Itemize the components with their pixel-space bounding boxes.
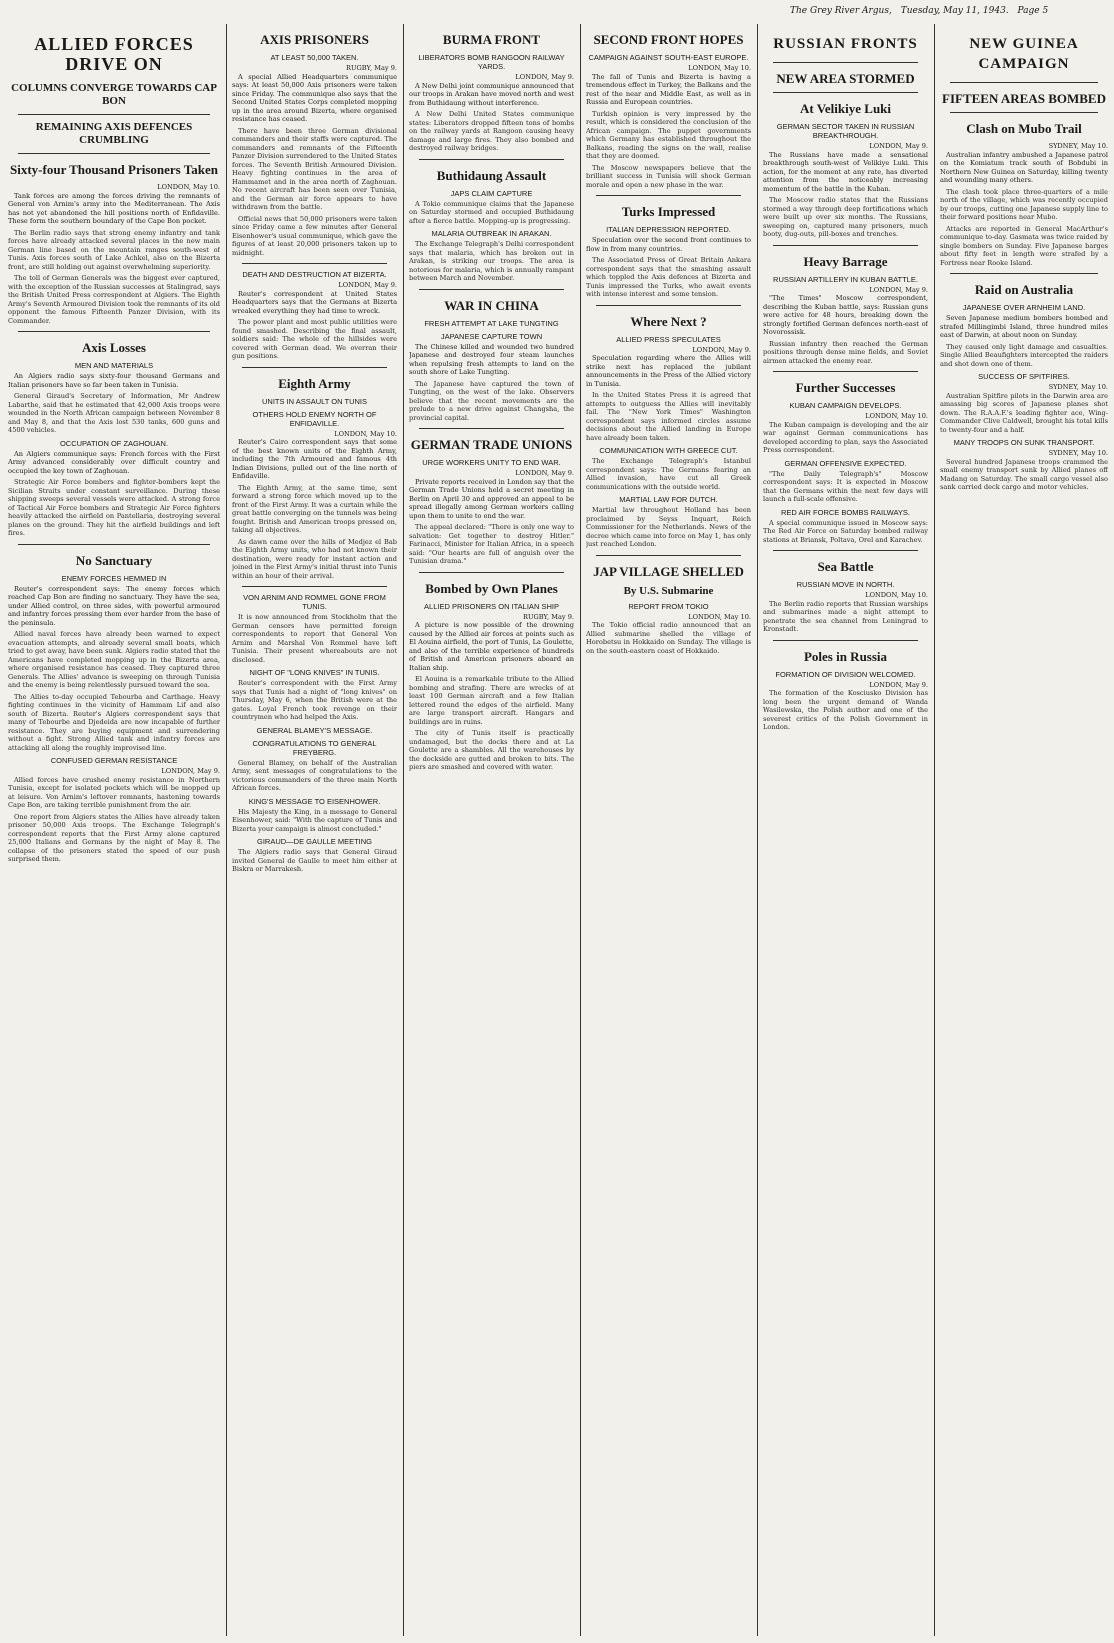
section-subheadline: DEATH AND DESTRUCTION AT BIZERTA. (242, 270, 387, 279)
article-text: Turkish opinion is very impressed by the result, which is considered the conclusion of the African campaign. The puppet governments which Germany has established throughout the Balkans, reading the signs on the wall, realise that they are doomed. (586, 109, 751, 160)
section-subheadline: ALLIED PRESS SPECULATES (616, 334, 721, 344)
article-text: An Algiers radio says sixty-four thousand Germans and Italian prisoners have so far been taken in Tunisia. (8, 372, 220, 389)
section-subheadline: AT LEAST 50,000 TAKEN. (270, 53, 359, 62)
article-text: The Moscow radio states that the Russians stormed a way through deep fortifications which were built up over six months. The Russians, sweeping on, captured many prisoners, much booty, dug-outs, pill-boxes and trenches. (763, 196, 928, 238)
article-text: It is now announced from Stockholm that the German censors have permitted foreign correspondents to report that General Von Arnim and Marshal Von Rommel have left Tunisia. Their present whereabouts are not disclosed. (232, 613, 397, 664)
section-headline: Where Next ? (630, 313, 707, 329)
section-subheadline: JAPANESE OVER ARNHEIM LAND. (962, 303, 1086, 312)
article-text: The power plant and most public utilities were found smashed. Describing the final assault, soldiers said: The whole of the hillsides were covered with German dead. We overran their gun positions. (232, 318, 397, 360)
article-text: Reuter's correspondent at United States Headquarters says that the Germans at Bizerta wreaked everything they had time to wreck. (232, 289, 397, 315)
section-subheadline: FORMATION OF DIVISION WELCOMED. (775, 669, 916, 679)
article-text: Reuter's correspondent with the First Army says that Tunis had a night of "long knives" on Thursday, May 6, when the British were at the gates. Loyal French took revenge on their countrymen who had helped the Axis. (232, 679, 397, 721)
article-text: The Chinese killed and wounded two hundred Japanese and destroyed four steam launches when repulsing fresh attempts to land on the south shore of Lake Tungting. (409, 342, 574, 376)
article-text: "The Daily Telegraph's" Moscow correspondent says: It is expected in Moscow that the Germans within the next few days will launch a full-scale offensive. (763, 469, 928, 503)
article-text: A Tokio communique claims that the Japanese on Saturday stormed and occupied Buthidaung after a fierce battle. Mopping-up is progressing. (409, 199, 574, 225)
article-text: The Russians have made a sensational breakthrough south-west of Velikiye Luki. This action, for the moment at any rate, has diverted attention from the noticeably increasing momentum of the battle in the Kuban. (763, 150, 928, 193)
section-subheadline: REPORT FROM TOKIO (628, 601, 709, 611)
dateline: RUGBY, May 9. (345, 64, 397, 72)
issue-date: Tuesday, May 11, 1943. (900, 6, 1009, 16)
article-text: A special Allied Headquarters communique says: At least 50,000 Axis prisoners were taken since Friday. The communique also says that the Second United States Corps completed mopping up in the area around Bizerta, where organised resistance has ceased. (232, 72, 397, 123)
section-subheadline: MANY TROOPS ON SUNK TRANSPORT. (953, 438, 1095, 447)
section-headline: SECOND FRONT HOPES (593, 32, 744, 47)
article-text: The Japanese have captured the town of Tungting, on the west of the lake. Observers believe that the recent movements are the prelude to a new drive against Changsha, the provincial capital. (409, 379, 574, 422)
subheadline: COLUMNS CONVERGE TOWARDS CAP BON (11, 82, 217, 107)
section-headline: Sixty-four Thousand Prisoners Taken (10, 162, 218, 177)
section-headline: Axis Losses (82, 340, 146, 355)
article-text: A special communique issued in Moscow says: The Red Air Force on Saturday bombed railway stations at Briansk, Poltava, Orel and Karachev. (763, 518, 928, 544)
dateline: LONDON, May 9. (515, 73, 574, 81)
article-text: Australian infantry ambushed a Japanese patrol on the Komiatum track south of Bobdubi in Northern New Guinea on Saturday, killing twenty and wounding many others. (940, 150, 1108, 184)
paper-name: The Grey River Argus, (790, 6, 892, 16)
article-text: Official news that 50,000 prisoners were taken since Friday came a few minutes after General Eisenhower's usual communique, which gave the figures of at least 20,000 prisoners taken up to midnight. (232, 214, 397, 257)
article-text: Allied forces have crushed enemy resistance in Northern Tunisia, except for isolated pockets which will be mopped up at leisure. Von Arnim's leftover remnants, hastening towards Cape Bon, are taking terrible punishment from the air. (8, 775, 220, 809)
column-rule (934, 24, 935, 1636)
column-2: AXIS PRISONERS AT LEAST 50,000 TAKEN. RUGBY, May 9. A special Allied Headquarters communique says: At least 50,000 Axis prisoners were taken since Friday. The communique also says that the Second United States Corps completed mopping up in the area around Bizerta, where organised resistance has ceased. There have been three German divisional commanders and their staffs were captured. The commanders and remnants of the Fifteenth Panzer Division surrendered to the United States forces. The Seventh British Armoured Division. Heavy fighting continues in the area of Hammamet and in the area north of Zaghouan. No recent aircraft has been seen over Tunisia, and the German air force appears to have withdrawn from the battle. Official news that 50,000 prisoners were taken since Friday came a few minutes after General Eisenhower's usual communique, which gave the figures of at least 20,000 prisoners taken up to midnight. DEATH AND DESTRUCTION AT BIZERTA. LONDON, May 9. Reuter's correspondent at United States Headquarters says that the Germans at Bizerta wreaked everything they had time to wreck. The power plant and most public utilities were found smashed. Describing the final assault, soldiers said: The whole of the hillsides were covered with German dead. We overran their gun positions. Eighth Army UNITS IN ASSAULT ON TUNIS OTHERS HOLD ENEMY NORTH OF ENFIDAVILLE. LONDON, May 10. Reuter's Cairo correspondent says that some of the best known units of the Eighth Army, including the 7th Armoured and famous 4th Indian Divisions, pulled out of the line north of Enfidaville. The Eighth Army, at the same time, sent forward a strong force which moved up to the front of the First Army. It was a curtain while the great battle converging on the tunnels was being fought. British and American troops pressed on, taking all objectives. As dawn came over the hills of Medjez el Bab the Eighth Army units, who had not known their destination, were ready for instant action and joined in the First Army's initial thrust into Tunis within an hour of their arrival. VON ARNIM AND ROMMEL GONE FROM TUNIS. It is now announced from Stockholm that the German censors have permitted foreign correspondents to report that General Von Arnim and Marshal Von Rommel have left Tunisia. Their present whereabouts are not disclosed. NIGHT OF "LONG KNIVES" IN TUNIS. Reuter's correspondent with the First Army says that Tunis had a night of "long knives" on Thursday, May 6, when the British were at the gates. Loyal French took revenge on their countrymen who had helped the Axis. GENERAL BLAMEY'S MESSAGE. CONGRATULATIONS TO GENERAL FREYBERG. General Blamey, on behalf of the Australian Army, sent messages of congratulations to the victorious commanders of the three main North African forces. KING'S MESSAGE TO EISENHOWER. His Majesty the King, in a message to General Eisenhower, said: "With the capture of Tunis and Bizerta your campaign is almost concluded." GIRAUD—DE GAULLE MEETING The Algiers radio says that General Giraud invited General de Gaulle to meet him either at Biskra or Marrakesh. (232, 32, 397, 873)
section-headline: BURMA FRONT (442, 32, 541, 47)
article-text: The appeal declared: "There is only one way to salvation: Get together to destroy Hitler." Farinacci, Minister for Italian Africa, in a speech said: "Our hearts are full of anguish over the Tunisian drama." (409, 523, 574, 565)
dateline: LONDON, May 10. (157, 183, 220, 191)
section-subheadline: KUBAN CAMPAIGN DEVELOPS. (789, 401, 902, 410)
section-headline: Bombed by Own Planes (425, 580, 558, 596)
article-text: Seven Japanese medium bombers bombed and strafed Millingimbi Island, three hundred miles east of Darwin, at about noon on Sunday. (940, 314, 1108, 339)
section-subheadline: JAPANESE CAPTURE TOWN (440, 331, 543, 341)
article-text: There have been three German divisional commanders and their staffs were captured. The commanders and remnants of the Fifteenth Panzer Division surrendered to the United States forces. The Seventh British Armoured Division. Heavy fighting continues in the area of Hammamet and in the area north of Zaghouan. No recent aircraft has been seen over Tunisia, and the German air force appears to have withdrawn from the battle. (232, 126, 397, 211)
subheadline: REMAINING AXIS DEFENCES CRUMBLING (35, 121, 193, 146)
section-subheadline: JAPS CLAIM CAPTURE (450, 188, 533, 198)
section-subheadline: FRESH ATTEMPT AT LAKE TUNGTING (424, 318, 559, 328)
section-subheadline: ITALIAN DEPRESSION REPORTED. (606, 225, 731, 234)
article-text: Reuter's Cairo correspondent says that some of the best known units of the Eighth Army, including the 7th Armoured and famous 4th Indian Divisions, pulled out of the line north of Enfidaville. (232, 438, 397, 480)
article-text: Attacks are reported in General MacArthur's communique to-day. Gasmata was twice raided by single bombers on Sunday. Five Japanese barges about fifty feet in length were strafed by a Fortress near Rooke Island. (940, 224, 1108, 267)
article-text: Reuter's correspondent says: The enemy forces which reached Cap Bon are finding no sanctuary. They have the sea, under Allied control, on three sides, with powerful armoured and infantry forces pressing them ever harder from the base of the peninsula. (8, 584, 220, 627)
article-text: The Exchange Telegraph's Delhi correspondent says that malaria, which has broken out in Arakan, is striking our troops. The area is notorious for malaria, which is annually rampant between March and November. (409, 240, 574, 282)
section-headline: Buthidaung Assault (436, 167, 547, 183)
section-headline: Heavy Barrage (803, 253, 888, 269)
section-subheadline: URGE WORKERS UNITY TO END WAR. (422, 458, 561, 467)
section-subheadline: KING'S MESSAGE TO EISENHOWER. (248, 796, 381, 806)
section-headline: RUSSIAN FRONTS (773, 36, 918, 52)
article-text: Private reports received in London say that the German Trade Unions held a secret meeting in Berlin on April 30 and approved an appeal to be spread illegally among German workers calling upon them to unite to end the war. (409, 477, 574, 520)
masthead (790, 6, 1106, 22)
article-text: The Associated Press of Great Britain Ankara correspondent says that the smashing assault which toppled the Axis defences at Bizerta and Tunis impressed the Turks, who await events with intense interest and some tension. (586, 256, 751, 298)
section-headline: FIFTEEN AREAS BOMBED (942, 91, 1106, 106)
article-text: A New Delhi United States communique states: Liberators dropped fifteen tons of bombs on the railway yards at Rangoon causing heavy damage and large fires. They also bombed and destroyed railway bridges. (409, 110, 574, 152)
section-headline: Turks Impressed (621, 204, 716, 219)
article-text: Russian infantry then reached the German positions through dense mine fields, and Soviet airmen attacked the enemy rear. (763, 339, 928, 365)
section-subheadline: OTHERS HOLD ENEMY NORTH OF ENFIDAVILLE. (252, 409, 377, 428)
section-subheadline: UNITS IN ASSAULT ON TUNIS (261, 396, 368, 406)
section-subheadline: NIGHT OF "LONG KNIVES" IN TUNIS. (249, 668, 380, 677)
section-subheadline: RUSSIAN ARTILLERY IN KUBAN BATTLE. (773, 274, 918, 284)
article-text: Allied naval forces have already been warned to expect evacuation attempts, and already several small boats, which tried to get away, have been sunk. Algiers radio stated that the Americans have completed mopping up in the Bizerta area, where organised resistance has ceased. They captured three Generals. The Allies' advance is sweeping on through Tunisia and the enemy is being relentlessly pursued toward the sea. (8, 630, 220, 689)
article-text: General Giraud's Secretary of Information, Mr Andrew Labarthe, said that he estimated that 42,000 Axis troops were wounded in the North African campaign between November 8 and May 8, and that the Axis lost 530 tanks, 600 guns and 4500 vehicles. (8, 392, 220, 434)
dateline: LONDON, May 9. (869, 142, 928, 150)
section-subheadline: OCCUPATION OF ZAGHOUAN. (59, 438, 169, 448)
article-text: One report from Algiers states the Allies have already taken prisoner 50,000 Axis troops. The Exchange Telegraph's correspondent reports that the First Army alone captured 25,000 Italians and Germans by the night of May 8. The collapse of the prisoners stated the speed of our push surprised them. (8, 812, 220, 863)
section-subheadline: RED AIR FORCE BOMBS RAILWAYS. (780, 507, 911, 517)
article-text: His Majesty the King, in a message to General Eisenhower, said: "With the capture of Tunis and Bizerta your campaign is almost concluded." (232, 807, 397, 833)
section-headline: Raid on Australia (974, 282, 1074, 297)
section-headline: Sea Battle (817, 559, 874, 574)
section-subheadline: SUCCESS OF SPITFIRES. (978, 372, 1070, 381)
section-headline: Further Successes (795, 380, 896, 395)
section-subheadline: GIRAUD—DE GAULLE MEETING (256, 837, 373, 846)
section-subheadline: CAMPAIGN AGAINST SOUTH-EAST EUROPE. (588, 53, 749, 62)
section-subheadline: VON ARNIM AND ROMMEL GONE FROM TUNIS. (243, 593, 386, 611)
article-text: Speculation regarding where the Allies will strike next has replaced the jubilant announcements in the Press of the Allied victory in Tunisia. (586, 354, 751, 388)
article-text: The Algiers radio says that General Giraud invited General de Gaulle to meet him either at Biskra or Marrakesh. (232, 848, 397, 873)
article-text: General Blamey, on behalf of the Australian Army, sent messages of congratulations to the victorious commanders of the three main North African forces. (232, 758, 397, 792)
article-text: "The Times" Moscow correspondent, describing the Kuban battle, says: Russian guns were active for 48 hours, breaking down the strongly fortified German defences north-east of Novorossisk. (763, 294, 928, 336)
article-text: El Aouina is a remarkable tribute to the Allied bombing and strafing. There are wrecks of at least 100 German aircraft and a few Italian lettered round the edges of the airfield. Many are large transport aircraft. Hangars and buildings are in ruins. (409, 675, 574, 726)
article-text: Strategic Air Force bombers and fighter-bombers kept the Sicilian Straits under constant surveillance. During these shipping sweeps several vessels were attacked. A strong force of Tactical Air Force bombers and Strategic Air Force fighters heavily attacked the airfield on Pantellaria, destroying several planes on the ground. They hit the airfield buildings and left fires. (8, 478, 220, 537)
article-text: The formation of the Kosciusko Division has long been the urgent demand of Wanda Wasilewska, the Polish author and one of the severest critics of the Polish Government in London. (763, 689, 928, 731)
article-text: The clash took place three-quarters of a mile north of the village, which was recently occupied by our troops, cutting one Japanese supply line to their forward positions near Mubo. (940, 187, 1108, 221)
section-subheadline: GERMAN OFFENSIVE EXPECTED. (784, 458, 907, 468)
article-text: The Exchange Telegraph's Istanbul correspondent says: The Germans fearing an Allied invasion, have cut all Greek communications with the outside world. (586, 457, 751, 491)
article-text: As dawn came over the hills of Medjez el Bab the Eighth Army units, who had not known their destination, were ready for instant action and joined in the First Army's initial thrust into Tunis within an hour of their arrival. (232, 537, 397, 580)
column-1: ALLIED FORCES DRIVE ON COLUMNS CONVERGE TOWARDS CAP BON REMAINING AXIS DEFENCES CRUMBLING Sixty-four Thousand Prisoners Taken LONDON, May 10. Tank forces are among the forces driving the remnants of General von Arnim's army into the Mediterranean. The Axis has not yet abandoned the hill positions north of Enfidaville. These form the southern boundary of the Cape Bon pocket. The Berlin radio says that strong enemy infantry and tank forces have already attacked several places in the new main German line based on the mountain ranges south-west of Tunis. Axis forces south of Lake Achkel, also on the Bizerta front, are still holding out against overwhelming superiority. The toll of German Generals was the biggest ever captured, with the exception of the Russian successes at Stalingrad, says the British United Press correspondent at Algiers. The Eighth Army's Seventh Armoured Division took the remnants of its old opponent the famous Fifteenth Panzer Division, with its Commander. Axis Losses MEN AND MATERIALS An Algiers radio says sixty-four thousand Germans and Italian prisoners have so far been taken in Tunisia. General Giraud's Secretary of Information, Mr Andrew Labarthe, said that he estimated that 42,000 Axis troops were wounded in the North African campaign between November 8 and May 8, and that the Axis lost 530 tanks, 600 guns and 4500 vehicles. OCCUPATION OF ZAGHOUAN. An Algiers communique says: French forces with the First Army advanced considerably over difficult country and occupied the key town of Zaghouan. Strategic Air Force bombers and fighter-bombers kept the Sicilian Straits under constant surveillance. During these shipping sweeps several vessels were attacked. A strong force of Tactical Air Force bombers and Strategic Air Force fighters heavily attacked the airfield on Pantellaria, destroying several planes on the ground. They hit the airfield buildings and left fires. No Sanctuary ENEMY FORCES HEMMED IN Reuter's correspondent says: The enemy forces which reached Cap Bon are finding no sanctuary. They have the sea, under Allied control, on three sides, with powerful armoured and infantry forces pressing them ever harder from the base of the peninsula. Allied naval forces have already been warned to expect evacuation attempts, and already several small boats, which tried to get away, have been sunk. Algiers radio stated that the Americans have completed mopping up in the Bizerta area, where organised resistance has ceased. They captured three Generals. The Allies' advance is sweeping on through Tunisia and the enemy is being relentlessly pursued toward the sea. The Allies to-day occupied Tebourba and Carthage. Heavy fighting continues in the vicinity of Hammam Lif and also south of Bizerta. Reuter's Algiers correspondent says that many of Tebourbe and Djedeida are now incapable of further resistance. They are buying equipment and surrendering without a fight. Strong Allied tank and infantry forces are attacking all along the roughly improvised line. CONFUSED GERMAN RESISTANCE LONDON, May 9. Allied forces have crushed enemy resistance in Northern Tunisia, except for isolated pockets which will be mopped up at leisure. Von Arnim's leftover remnants, hastening towards Cape Bon, are taking terrible punishment from the air. One report from Algiers states the Allies have already taken prisoner 50,000 Axis troops. The Exchange Telegraph's correspondent reports that the First Army alone captured 25,000 Italians and Germans by the night of May 8. The collapse of the prisoners stated the speed of our push surprised them. (8, 34, 220, 863)
column-rule (580, 24, 581, 1636)
column-rule (403, 24, 404, 1636)
article-text: The Moscow newspapers believe that the brilliant success in Tunisia will shock German morale and open a new phase in the war. (586, 163, 751, 189)
article-text: The Eighth Army, at the same time, sent forward a strong force which moved up to the front of the First Army. It was a curtain while the great battle converging on the tunnels was being fought. British and American troops pressed on, taking all objectives. (232, 483, 397, 534)
page-number: Page 5 (1017, 6, 1049, 16)
column-5: RUSSIAN FRONTS NEW AREA STORMED At Velikiye Luki GERMAN SECTOR TAKEN IN RUSSIAN BREAKTHROUGH. LONDON, May 9. The Russians have made a sensational breakthrough south-west of Velikiye Luki. This action, for the moment at any rate, has diverted attention from the noticeably increasing momentum of the battle in the Kuban. The Moscow radio states that the Russians stormed a way through deep fortifications which were built up over six months. The Russians, sweeping on, captured many prisoners, much booty, dug-outs, pill-boxes and trenches. Heavy Barrage RUSSIAN ARTILLERY IN KUBAN BATTLE. LONDON, May 9. "The Times" Moscow correspondent, describing the Kuban battle, says: Russian guns were active for 48 hours, breaking down the strongly fortified German defences north-east of Novorossisk. Russian infantry then reached the German positions through dense mine fields, and Soviet airmen attacked the enemy rear. Further Successes KUBAN CAMPAIGN DEVELOPS. LONDON, May 10. The Kuban campaign is developing and the air war against German communications has developed according to plan, says the Associated Press correspondent. GERMAN OFFENSIVE EXPECTED. "The Daily Telegraph's" Moscow correspondent says: It is expected in Moscow that the Germans within the next few days will launch a full-scale offensive. RED AIR FORCE BOMBS RAILWAYS. A special communique issued in Moscow says: The Red Air Force on Saturday bombed railway stations at Briansk, Poltava, Orel and Karachev. Sea Battle RUSSIAN MOVE IN NORTH. LONDON, May 10. The Berlin radio reports that Russian warships and submarines made a night attempt to penetrate the sea channel from Leningrad to Kronstadt. Poles in Russia FORMATION OF DIVISION WELCOMED. LONDON, May 9. The formation of the Kosciusko Division has long been the urgent demand of Wanda Wasilewska, the Polish author and one of the severest critics of the Polish Government in London. (763, 36, 928, 731)
section-subheadline: CONFUSED GERMAN RESISTANCE (50, 756, 178, 765)
column-rule (226, 24, 227, 1636)
section-subheadline: GERMAN SECTOR TAKEN IN RUSSIAN BREAKTHROUGH. (776, 122, 915, 140)
section-subheadline: COMMUNICATION WITH GREECE CUT. (599, 446, 738, 455)
article-text: The Berlin radio reports that Russian warships and submarines made a night attempt to penetrate the sea channel from Leningrad to Kronstadt. (763, 599, 928, 633)
column-4: SECOND FRONT HOPES CAMPAIGN AGAINST SOUTH-EAST EUROPE. LONDON, May 10. The fall of Tunis and Bizerta is having a tremendous effect in Turkey, the Balkans and the rest of the near and Middle East, as well as in Russia and European countries. Turkish opinion is very impressed by the result, which is considered the conclusion of the African campaign. The puppet governments which Germany has established throughout the Balkans, reading the signs on the wall, realise that they are doomed. The Moscow newspapers believe that the brilliant success in Tunisia will shock German morale and open a new phase in the war. Turks Impressed ITALIAN DEPRESSION REPORTED. Speculation over the second front continues to flow in from many countries. The Associated Press of Great Britain Ankara correspondent says that the smashing assault which toppled the Axis defences at Bizerta and Tunis impressed the Turks, who await events with intense interest and some tension. Where Next ? ALLIED PRESS SPECULATES LONDON, May 9. Speculation regarding where the Allies will strike next has replaced the jubilant announcements in the Press of the Allied victory in Tunisia. In the United States Press it is agreed that attempts to outguess the Allies will inevitably fail. The "New York Times" Washington correspondent says informed circles assume decisions about the Allied landing in Europe have already been taken. COMMUNICATION WITH GREECE CUT. The Exchange Telegraph's Istanbul correspondent says: The Germans fearing an Allied invasion, have cut all Greek communications with the outside world. MARTIAL LAW FOR DUTCH. Martial law throughout Holland has been proclaimed by Seyss Inquart, Reich Commissioner for the Netherlands. News of the decree which came into force on May 1, has only just reached London. JAP VILLAGE SHELLED By U.S. Submarine REPORT FROM TOKIO LONDON, May 10. The Tokio official radio announced that an Allied submarine shelled the village of Horobetsu in Hokkaido on Sunday. The village is on the south-eastern coast of Hokkaido. (586, 32, 751, 655)
column-rule (757, 24, 758, 1636)
section-headline: No Sanctuary (75, 552, 153, 568)
article-text: They caused only light damage and casualties. Single Allied Beaufighters intercepted the raiders and shot down one of them. (940, 342, 1108, 368)
section-headline: Eighth Army (278, 375, 351, 391)
section-subheadline: RUSSIAN MOVE IN NORTH. (796, 580, 895, 589)
article-text: A picture is now possible of the drowning caused by the Allied air forces at points such as El Aouina airfield, the port of Tunis, La Goulette, and also of the terrible experience of hundreds of British and American prisoners aboard an Italian ship. (409, 621, 574, 672)
section-headline: GERMAN TRADE UNIONS (410, 437, 573, 452)
section-subheadline: MALARIA OUTBREAK IN ARAKAN. (431, 229, 552, 238)
article-text: The Kuban campaign is developing and the air war against German communications has developed according to plan, says the Associated Press correspondent. (763, 420, 928, 454)
article-text: Several hundred Japanese troops crammed the small enemy transport sunk by Allied planes off Madang on Saturday. The small cargo vessel also sank carried deck cargo and motor vehicles. (940, 457, 1108, 491)
article-text: The city of Tunis itself is practically undamaged, but the docks there and at La Goulette are a shambles. All the warehouses by the dockside are gutted and broken to bits. The piers are smashed and covered with water. (409, 729, 574, 771)
dateline: LONDON, May 10. (688, 64, 751, 72)
section-subheadline: MEN AND MATERIALS (74, 361, 154, 370)
section-subheadline: MARTIAL LAW FOR DUTCH. (619, 495, 718, 504)
dateline: SYDNEY, May 10. (1048, 142, 1108, 150)
column-3: BURMA FRONT LIBERATORS BOMB RANGOON RAILWAY YARDS. LONDON, May 9. A New Delhi joint communique announced that our troops in Arakan have moved north and west from Buthidaung without interference. A New Delhi United States communique states: Liberators dropped fifteen tons of bombs on the railway yards at Rangoon causing heavy damage and large fires. They also bombed and destroyed railway bridges. Buthidaung Assault JAPS CLAIM CAPTURE A Tokio communique claims that the Japanese on Saturday stormed and occupied Buthidaung after a fierce battle. Mopping-up is progressing. MALARIA OUTBREAK IN ARAKAN. The Exchange Telegraph's Delhi correspondent says that malaria, which has broken out in Arakan, is striking our troops. The area is notorious for malaria, which is annually rampant between March and November. WAR IN CHINA FRESH ATTEMPT AT LAKE TUNGTING JAPANESE CAPTURE TOWN The Chinese killed and wounded two hundred Japanese and destroyed four steam launches when repulsing fresh attempts to land on the south shore of Lake Tungting. The Japanese have captured the town of Tungting, on the west of the lake. Observers believe that the recent movements are the prelude to a new drive against Changsha, the provincial capital. GERMAN TRADE UNIONS URGE WORKERS UNITY TO END WAR. LONDON, May 9. Private reports received in London say that the German Trade Unions held a secret meeting in Berlin on April 30 and approved an appeal to be spread illegally among German workers calling upon them to unite to end the war. The appeal declared: "There is only one way to salvation: Get together to destroy Hitler." Farinacci, Minister for Italian Africa, in a speech said: "Our hearts are full of anguish over the Tunisian drama." Bombed by Own Planes ALLIED PRISONERS ON ITALIAN SHIP RUGBY, May 9. A picture is now possible of the drowning caused by the Allied air forces at points such as El Aouina airfield, the port of Tunis, La Goulette, and also of the terrible experience of hundreds of British and American prisoners aboard an Italian ship. El Aouina is a remarkable tribute to the Allied bombing and strafing. There are wrecks of at least 100 German aircraft and a few Italian lettered round the edges of the airfield. Many are large transport aircraft. Hangars and buildings are in ruins. The city of Tunis itself is practically undamaged, but the docks there and at La Goulette are a shambles. All the warehouses by the dockside are gutted and broken to bits. The piers are smashed and covered with water. (409, 32, 574, 771)
article-text: The fall of Tunis and Bizerta is having a tremendous effect in Turkey, the Balkans and the rest of the near and Middle East, as well as in Russia and European countries. (586, 72, 751, 106)
article-text: The Berlin radio says that strong enemy infantry and tank forces have already attacked several places in the new main German line based on the mountain ranges south-west of Tunis. Axis forces south of Lake Achkel, also on the Bizerta front, are still holding out against overwhelming superiority. (8, 228, 220, 271)
article-text: Martial law throughout Holland has been proclaimed by Seyss Inquart, Reich Commissioner for the Netherlands. News of the decree which came into force on May 1, has only just reached London. (586, 506, 751, 548)
article-text: The Tokio official radio announced that an Allied submarine shelled the village of Horobetsu in Hokkaido on Sunday. The village is on the south-eastern coast of Hokkaido. (586, 621, 751, 655)
article-text: A New Delhi joint communique announced that our troops in Arakan have moved north and west from Buthidaung without interference. (409, 81, 574, 107)
section-subheadline: LIBERATORS BOMB RANGOON RAILWAY YARDS. (418, 53, 565, 71)
article-text: Speculation over the second front continues to flow in from many countries. (586, 236, 751, 253)
article-text: Australian Spitfire pilots in the Darwin area are amassing big scores of Japanese planes shot down. The R.A.A.F.'s leading fighter ace, Wing-Commander Clive Caldwell, brought his total kills to twenty-four and a half. (940, 391, 1108, 434)
section-headline: WAR IN CHINA (444, 297, 539, 313)
section-headline: NEW AREA STORMED (776, 71, 915, 86)
section-subheadline: ENEMY FORCES HEMMED IN (61, 573, 167, 583)
lead-headline: ALLIED FORCES DRIVE ON (34, 34, 194, 74)
section-subheadline: ALLIED PRISONERS ON ITALIAN SHIP (424, 601, 559, 611)
article-text: Tank forces are among the forces driving the remnants of General von Arnim's army into the Mediterranean. The Axis has not yet abandoned the hill positions north of Enfidaville. These form the southern boundary of the Cape Bon pocket. (8, 191, 220, 225)
section-headline: AXIS PRISONERS (260, 32, 369, 47)
column-6: NEW GUINEA CAMPAIGN FIFTEEN AREAS BOMBED Clash on Mubo Trail SYDNEY, May 10. Australian infantry ambushed a Japanese patrol on the Komiatum track south of Bobdubi in Northern New Guinea on Saturday, killing twenty and wounding many others. The clash took place three-quarters of a mile north of the village, which was recently occupied by our troops, cutting one Japanese supply line to their forward positions near Mubo. Attacks are reported in General MacArthur's communique to-day. Gasmata was twice raided by single bombers on Sunday. Five Japanese barges about fifty feet in length were strafed by a Fortress near Rooke Island. Raid on Australia JAPANESE OVER ARNHEIM LAND. Seven Japanese medium bombers bombed and strafed Millingimbi Island, three hundred miles east of Darwin, at about noon on Sunday. They caused only light damage and casualties. Single Allied Beaufighters intercepted the raiders and shot down one of them. SUCCESS OF SPITFIRES. SYDNEY, May 10. Australian Spitfire pilots in the Darwin area are amassing big scores of Japanese planes shot down. The R.A.A.F.'s leading fighter ace, Wing-Commander Clive Caldwell, brought his total kills to twenty-four and a half. MANY TROOPS ON SUNK TRANSPORT. SYDNEY, May 10. Several hundred Japanese troops crammed the small enemy transport sunk by Allied planes off Madang on Saturday. The small cargo vessel also sank carried deck cargo and motor vehicles. (940, 36, 1108, 491)
section-subheadline: GENERAL BLAMEY'S MESSAGE. (256, 725, 373, 735)
article-text: In the United States Press it is agreed that attempts to outguess the Allies will inevitably fail. The "New York Times" Washington correspondent says informed circles assume decisions about the Allied landing in Europe have already been taken. (586, 391, 751, 442)
section-subheadline: By U.S. Submarine (623, 584, 714, 597)
article-text: The Allies to-day occupied Tebourba and Carthage. Heavy fighting continues in the vicinity of Hammam Lif and also south of Bizerta. Reuter's Algiers correspondent says that many of Tebourbe and Djedeida are now incapable of further resistance. They are buying equipment and surrendering without a fight. Strong Allied tank and infantry forces are attacking all along the roughly improvised line. (8, 692, 220, 752)
section-headline: JAP VILLAGE SHELLED (593, 563, 744, 579)
article-text: The toll of German Generals was the biggest ever captured, with the exception of the Russian successes at Stalingrad, says the British United Press correspondent at Algiers. The Eighth Army's Seventh Armoured Division took the remnants of its old opponent the famous Fifteenth Panzer Division, with its Commander. (8, 274, 220, 325)
section-headline: At Velikiye Luki (799, 101, 892, 116)
section-headline: NEW GUINEA CAMPAIGN (969, 36, 1079, 72)
article-text: An Algiers communique says: French forces with the First Army advanced considerably over difficult country and occupied the key town of Zaghouan. (8, 449, 220, 475)
section-headline: Clash on Mubo Trail (966, 121, 1082, 136)
section-headline: Poles in Russia (803, 648, 888, 664)
